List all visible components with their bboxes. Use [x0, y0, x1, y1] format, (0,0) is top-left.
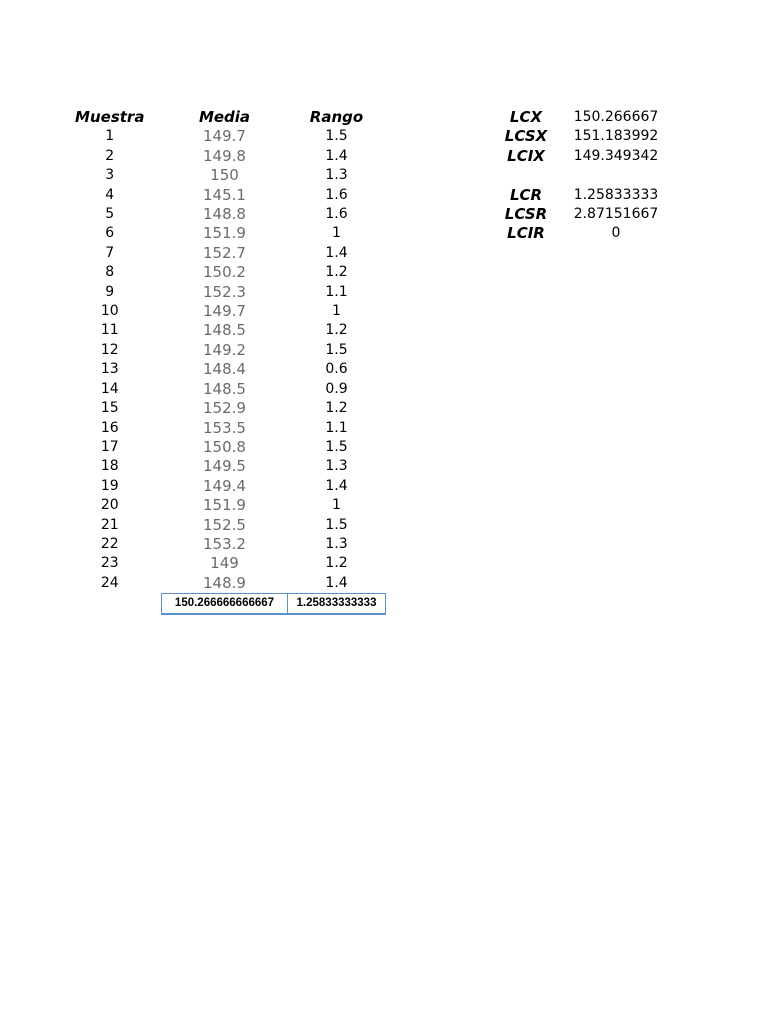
table-row: [58, 341, 386, 360]
muestra-cell[interactable]: 7: [105, 244, 115, 261]
table-row: [58, 127, 386, 146]
media-cell[interactable]: 148.5: [203, 379, 246, 398]
table-row: [58, 263, 386, 282]
muestra-cell[interactable]: 20: [100, 497, 119, 514]
media-cell[interactable]: 152.3: [203, 282, 246, 301]
muestra-cell[interactable]: 12: [100, 341, 119, 358]
media-cell[interactable]: 145.1: [203, 185, 246, 204]
table-row: [58, 438, 386, 457]
muestra-cell[interactable]: 11: [100, 322, 119, 339]
media-cell[interactable]: 151.9: [203, 224, 246, 243]
table-row: [58, 535, 386, 554]
rango-cell[interactable]: 1.5: [325, 516, 348, 533]
muestra-cell[interactable]: 3: [105, 167, 115, 184]
table-row: [58, 419, 386, 438]
table-row: [58, 302, 386, 321]
muestra-cell[interactable]: 23: [100, 555, 119, 572]
limit-label[interactable]: LCSX: [504, 127, 548, 146]
media-cell[interactable]: 149.4: [203, 476, 246, 495]
muestra-cell[interactable]: 1: [105, 128, 115, 145]
limit-row: [484, 224, 664, 243]
limit-row: [484, 186, 664, 205]
rango-cell[interactable]: 1: [332, 225, 341, 242]
table-row: [58, 380, 386, 399]
rango-cell[interactable]: 1.5: [325, 341, 348, 358]
control-limits-body: [484, 108, 664, 244]
table-row: [58, 457, 386, 476]
muestra-cell[interactable]: 2: [105, 147, 115, 164]
media-cell[interactable]: 151.9: [203, 496, 246, 515]
media-cell[interactable]: 148.9: [203, 573, 246, 592]
table-row: [58, 360, 386, 379]
rango-cell[interactable]: 1: [332, 303, 341, 320]
header-row: [58, 108, 386, 127]
table-row: [58, 516, 386, 535]
media-cell[interactable]: 150.8: [203, 437, 246, 456]
muestra-cell[interactable]: 9: [105, 283, 115, 300]
rango-cell[interactable]: 0.6: [325, 361, 348, 378]
media-cell[interactable]: 149.7: [203, 127, 246, 146]
totals-row: [58, 594, 386, 615]
table-row: [58, 166, 386, 185]
table-row: [58, 244, 386, 263]
table-row: [58, 205, 386, 224]
muestra-cell[interactable]: 24: [100, 575, 119, 591]
limit-label[interactable]: LCIX: [507, 146, 545, 165]
muestra-cell[interactable]: 15: [100, 400, 119, 417]
media-cell[interactable]: 148.4: [203, 360, 246, 379]
rango-cell[interactable]: 1.1: [325, 283, 348, 300]
table-row: [58, 574, 386, 594]
rango-average-cell[interactable]: 1.25833333333: [288, 594, 386, 615]
muestra-cell[interactable]: 6: [105, 225, 115, 242]
header-muestra[interactable]: Muestra: [75, 108, 145, 126]
limit-row: [484, 205, 664, 224]
limit-row: [484, 147, 664, 166]
media-cell[interactable]: 150: [210, 166, 239, 185]
totals-empty-cell[interactable]: [58, 594, 162, 615]
muestra-cell[interactable]: 19: [100, 477, 119, 494]
muestra-cell[interactable]: 22: [100, 535, 119, 552]
table-row: [58, 477, 386, 496]
rango-cell[interactable]: 1: [332, 497, 341, 514]
muestra-cell[interactable]: 16: [100, 419, 119, 436]
table-row: [58, 224, 386, 243]
table-row: [58, 147, 386, 166]
table-row: [58, 321, 386, 340]
muestra-cell[interactable]: 13: [100, 361, 119, 378]
limit-value[interactable]: 150.266667: [573, 109, 659, 125]
limit-label[interactable]: LCX: [509, 108, 543, 126]
rango-cell[interactable]: 1.6: [325, 186, 348, 203]
rango-cell[interactable]: 1.4: [325, 244, 348, 261]
control-limits-table: [484, 108, 664, 244]
header-rango[interactable]: Rango: [309, 108, 364, 126]
muestra-cell[interactable]: 4: [105, 186, 115, 203]
limit-row: [484, 166, 664, 185]
limit-row: [484, 108, 664, 127]
limit-value[interactable]: 149.349342: [573, 147, 659, 164]
rango-cell[interactable]: 0.9: [325, 380, 348, 397]
limit-row: [484, 127, 664, 146]
rango-cell[interactable]: 1.3: [325, 535, 348, 552]
rango-cell[interactable]: 1.4: [325, 477, 348, 494]
muestra-cell[interactable]: 21: [100, 516, 119, 533]
rango-cell[interactable]: 1.4: [325, 574, 348, 591]
media-cell[interactable]: 152.5: [203, 515, 246, 534]
samples-table: [58, 108, 386, 615]
rango-cell[interactable]: 1.2: [325, 322, 348, 339]
media-cell[interactable]: 150.2: [203, 263, 246, 282]
media-average-cell[interactable]: 150.266666666667: [162, 594, 288, 615]
rango-cell[interactable]: 1.6: [325, 206, 348, 223]
rango-cell[interactable]: 1.4: [325, 147, 348, 164]
rango-cell[interactable]: 1.2: [325, 264, 348, 281]
limit-value[interactable]: 0: [611, 225, 621, 242]
media-cell[interactable]: 152.9: [203, 399, 246, 418]
muestra-cell[interactable]: 17: [100, 438, 119, 455]
rango-cell[interactable]: 1.2: [325, 400, 348, 417]
limit-value[interactable]: [568, 166, 664, 185]
media-cell[interactable]: 153.2: [203, 534, 246, 553]
table-row: [58, 496, 386, 515]
limit-label[interactable]: LCSR: [504, 205, 548, 224]
media-cell[interactable]: 148.5: [203, 321, 246, 340]
media-cell[interactable]: 149.8: [203, 146, 246, 165]
limit-value[interactable]: 151.183992: [573, 128, 659, 145]
rango-cell[interactable]: 1.3: [325, 167, 348, 184]
muestra-cell[interactable]: 8: [105, 264, 115, 281]
limit-value[interactable]: 2.87151667: [573, 206, 659, 223]
muestra-cell[interactable]: 5: [105, 206, 115, 223]
media-cell[interactable]: 149.7: [203, 302, 246, 321]
media-cell[interactable]: 152.7: [203, 243, 246, 262]
table-row: [58, 399, 386, 418]
samples-body: [58, 127, 386, 593]
media-cell[interactable]: 148.8: [203, 205, 246, 224]
table-row: [58, 186, 386, 205]
rango-cell[interactable]: 1.2: [325, 555, 348, 572]
media-cell[interactable]: 149: [210, 554, 239, 573]
rango-cell[interactable]: 1.5: [325, 128, 348, 145]
limit-label[interactable]: [484, 166, 568, 185]
table-row: [58, 554, 386, 573]
muestra-cell[interactable]: 10: [100, 303, 119, 320]
rango-cell[interactable]: 1.1: [325, 419, 348, 436]
limit-value[interactable]: 1.25833333: [573, 186, 659, 203]
muestra-cell[interactable]: 14: [100, 380, 119, 397]
header-media[interactable]: Media: [198, 108, 251, 126]
limit-label[interactable]: LCIR: [507, 224, 545, 243]
media-cell[interactable]: 153.5: [203, 418, 246, 437]
rango-cell[interactable]: 1.3: [325, 458, 348, 475]
muestra-cell[interactable]: 18: [100, 458, 119, 475]
media-cell[interactable]: 149.2: [203, 340, 246, 359]
media-cell[interactable]: 149.5: [203, 457, 246, 476]
table-row: [58, 283, 386, 302]
rango-cell[interactable]: 1.5: [325, 438, 348, 455]
limit-label[interactable]: LCR: [509, 185, 543, 204]
